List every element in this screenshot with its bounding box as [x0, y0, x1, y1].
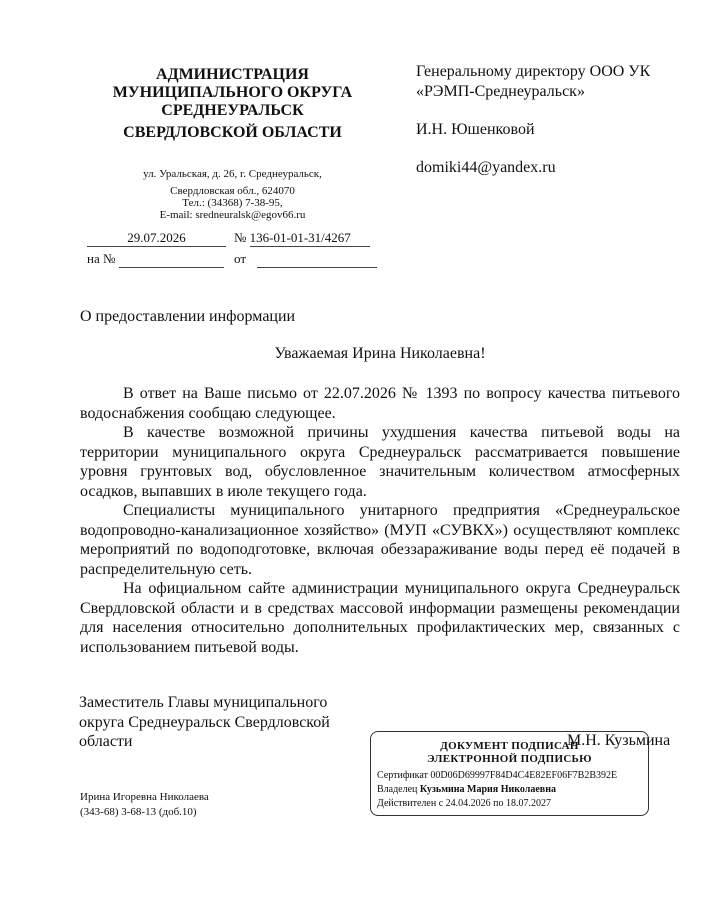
org-name-line4: СВЕРДЛОВСКОЙ ОБЛАСТИ — [123, 124, 342, 141]
recipient-email: domiki44@yandex.ru — [416, 159, 556, 176]
stamp-validity: Действителен с 24.04.2026 по 18.07.2027 — [377, 798, 551, 809]
org-name-line1: АДМИНИСТРАЦИЯ — [156, 66, 309, 83]
body-paragraph: В качестве возможной причины ухудшения качества питьевой воды на территории муниципального округа Среднеуральск рассматривается повышение уровня грунтовых вод, обусловленное значительным количеством атмосферных осадков, выпавших в июле текущего года. — [80, 424, 680, 500]
recipient-name: И.Н. Юшенковой — [416, 121, 535, 138]
reference-date-row — [234, 251, 377, 268]
recipient-line2: «РЭМП-Среднеуральск» — [416, 83, 585, 100]
stamp-title-line2: ЭЛЕКТРОННОЙ ПОДПИСЬЮ — [427, 753, 592, 765]
org-name-line2: МУНИЦИПАЛЬНОГО ОКРУГА — [112, 84, 353, 101]
executor-name: Ирина Игоревна Николаева — [80, 791, 209, 803]
organization-address — [80, 168, 385, 221]
body-paragraph: Специалисты муниципального унитарного предприятия «Среднеуральское водопроводно-канализационное хозяйство» (МУП «СУВКХ») осуществляют комплекс мероприятий по водоподготовке, включая обеззараживание воды перед её подачей в распределительную сеть. — [80, 502, 680, 578]
registration-number: 136-01-01-31/4267 — [250, 230, 370, 247]
letter-body — [80, 384, 680, 657]
stamp-title-line1: ДОКУМЕНТ ПОДПИСАН — [440, 740, 579, 752]
registration-number-row — [234, 230, 370, 247]
address-email: E-mail: sredneuralsk@egov66.ru — [159, 209, 306, 221]
registration-number-label: № — [234, 230, 247, 245]
executor-phone: (343-68) 3-68-13 (доб.10) — [80, 806, 197, 818]
reference-date-label: от — [234, 251, 247, 266]
letter-subject: О предоставлении информации — [80, 308, 296, 325]
address-line1: ул. Уральская, д. 26, г. Среднеуральск, — [143, 168, 322, 180]
signer-title-line3: области — [79, 733, 133, 750]
stamp-certificate: Сертификат 00D06D69997F84D4C4E82EF06F7B2B392E — [377, 770, 618, 781]
signer-title-line2: округа Среднеуральск Свердловской — [79, 713, 330, 731]
reference-field — [119, 251, 224, 268]
stamp-owner-row — [377, 784, 556, 795]
signer-title — [79, 693, 359, 752]
reference-label: на № — [87, 251, 116, 266]
organization-header — [80, 66, 385, 142]
stamp-owner: Кузьмина Мария Николаевна — [419, 784, 556, 795]
recipient-line1: Генеральному директору ООО УК — [416, 63, 651, 80]
registration-date: 29.07.2026 — [87, 230, 226, 247]
address-phone: Тел.: (34368) 7-38-95, — [182, 197, 283, 209]
signer-name: М.Н. Кузьмина — [567, 732, 671, 749]
stamp-owner-label: Владелец — [377, 784, 418, 795]
letter-greeting: Уважаемая Ирина Николаевна! — [274, 345, 486, 362]
executor-block — [80, 790, 209, 820]
reference-date-field — [257, 251, 377, 268]
reference-row — [87, 251, 224, 268]
body-paragraph: На официальном сайте администрации муниципального округа Среднеуральск Свердловской области и в средствах массовой информации размещены рекомендации для населения относительно дополнительных профилактических мер, связанных с использованием питьевой воды. — [80, 580, 680, 656]
address-line2: Свердловская обл., 624070 — [170, 185, 295, 197]
registration-date-row — [87, 230, 226, 247]
signer-title-line1: Заместитель Главы муниципального — [79, 694, 328, 711]
recipient-block — [416, 62, 696, 178]
body-paragraph: В ответ на Ваше письмо от 22.07.2026 № 1393 по вопросу качества питьевого водоснабжения сообщаю следующее. — [80, 385, 680, 422]
org-name-line3: СРЕДНЕУРАЛЬСК — [161, 102, 304, 119]
